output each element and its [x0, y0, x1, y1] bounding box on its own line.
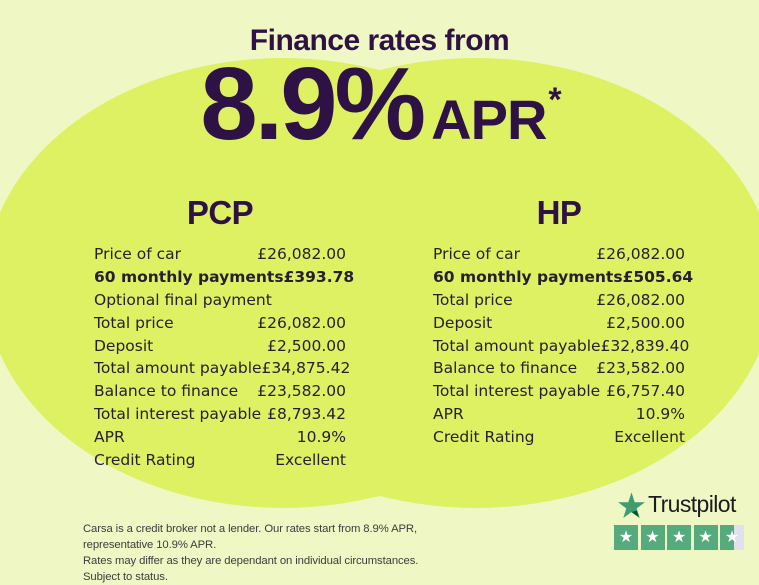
row-label: Price of car: [433, 245, 520, 263]
table-row: [94, 451, 346, 474]
hero-rate-line: [0, 46, 759, 161]
table-row: [433, 405, 685, 428]
row-value: Excellent: [614, 428, 685, 447]
row-label: Total price: [433, 290, 513, 309]
table-row: [94, 245, 346, 268]
pcp-heading: PCP: [186, 194, 254, 231]
star-icon: ★: [698, 526, 713, 546]
table-row: [94, 405, 346, 428]
table-row: [433, 245, 685, 268]
disclaimer-line-1: Carsa is a credit broker not a lender. Our rates start from 8.9% APR, representative 10.9% APR.: [83, 523, 418, 552]
row-value: £505.64: [622, 267, 694, 286]
table-row: [433, 291, 685, 314]
row-value: £393.78: [283, 267, 355, 286]
row-value: £26,082.00: [257, 313, 346, 332]
trustpilot-badge: [614, 491, 746, 550]
row-value: £34,875.42: [261, 359, 351, 378]
row-label: Total interest payable: [94, 405, 262, 424]
table-row: [94, 267, 355, 291]
row-label: Balance to finance: [94, 382, 239, 401]
disclaimer-line-2: Rates may differ as they are dependant on individual circumstances. Subject to status.: [83, 555, 419, 584]
row-value: £26,082.00: [596, 245, 685, 263]
table-row: [433, 314, 685, 337]
table-row: [94, 382, 346, 405]
trustpilot-logo-row: [618, 491, 746, 518]
row-label: Deposit: [433, 313, 493, 332]
hp-column: [433, 194, 694, 451]
table-row: [433, 359, 685, 382]
trustpilot-brand-text: Trustpilot: [648, 491, 736, 517]
rating-star-box: [614, 525, 638, 550]
row-label: Total price: [94, 313, 174, 332]
hero-apr-label: APR*: [431, 81, 561, 151]
row-value: £23,582.00: [257, 382, 346, 401]
row-label: 60 monthly payments: [94, 267, 284, 286]
row-label: Credit Rating: [94, 451, 196, 470]
row-value: £2,500.00: [606, 313, 685, 332]
rating-star-box: [720, 525, 744, 550]
table-row: [94, 359, 351, 382]
star-icon: ★: [671, 526, 687, 546]
row-value: 10.9%: [635, 405, 685, 424]
trustpilot-stars: [614, 525, 746, 550]
row-value: Excellent: [275, 451, 346, 470]
table-row: [94, 428, 346, 451]
row-value: 10.9%: [296, 428, 346, 447]
star-icon: ★: [724, 526, 740, 546]
row-label: Deposit: [94, 336, 154, 355]
table-row: [433, 336, 690, 360]
row-value: £26,082.00: [257, 245, 346, 263]
row-value: £23,582.00: [596, 359, 685, 378]
row-label: Price of car: [94, 245, 181, 263]
row-label: Total amount payable: [94, 359, 262, 378]
hero-rate-value: 8.9%: [200, 46, 424, 161]
row-label: Balance to finance: [433, 359, 578, 378]
row-label: Total interest payable: [433, 382, 601, 401]
hero-title: Finance rates from: [249, 24, 510, 57]
row-label: APR: [433, 405, 464, 424]
disclaimer-text: [83, 521, 428, 585]
table-row: [433, 382, 685, 405]
rating-star-box: [641, 525, 665, 550]
row-label: Optional final payment: [94, 290, 272, 309]
table-row: [94, 337, 346, 360]
trustpilot-star-icon: [618, 492, 645, 518]
pcp-column: [94, 194, 355, 474]
rating-star-box: [694, 525, 718, 550]
row-label: Total amount payable: [433, 336, 601, 355]
table-row: [94, 291, 346, 314]
rating-star-box: [667, 525, 691, 550]
table-row: [433, 428, 685, 451]
row-label: Credit Rating: [433, 428, 535, 447]
hp-table: [433, 245, 694, 451]
row-value: £8,793.42: [267, 405, 346, 424]
pcp-table: [94, 245, 355, 474]
hero-asterisk: *: [548, 81, 561, 119]
row-value: £32,839.40: [600, 336, 690, 355]
row-value: £26,082.00: [596, 290, 685, 309]
row-value: £6,757.40: [606, 382, 685, 401]
row-label: APR: [94, 428, 125, 447]
table-row: [94, 314, 346, 337]
star-icon: ★: [618, 526, 634, 546]
row-label: 60 monthly payments: [433, 267, 623, 286]
star-icon: ★: [645, 526, 660, 546]
row-value: £2,500.00: [267, 336, 346, 355]
table-row: [433, 267, 694, 291]
hp-heading: HP: [536, 194, 582, 231]
